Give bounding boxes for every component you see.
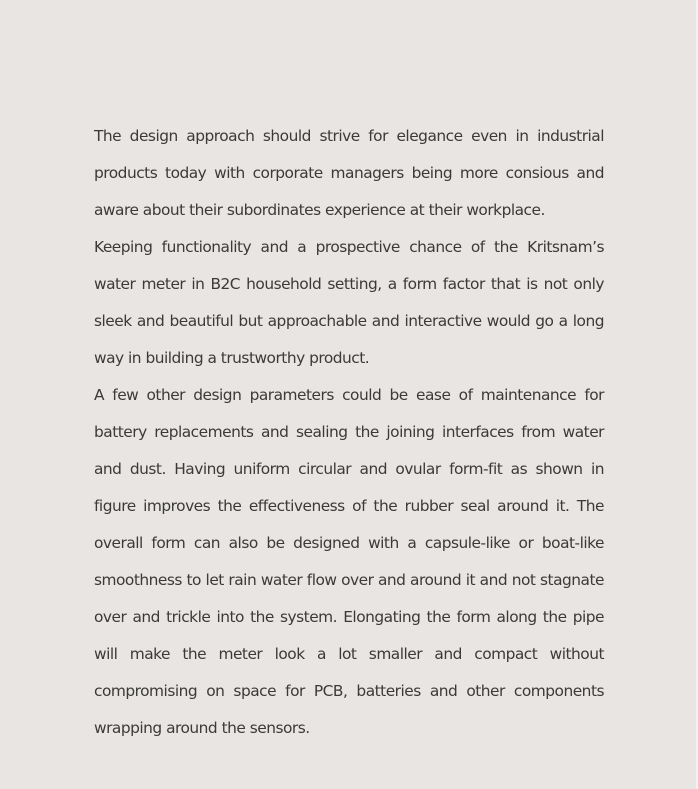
paragraph-1: The design approach should strive for elegance even in industrial products today with corporate managers being more consious and aware about their subordinates experience at their workplace. — [94, 127, 604, 219]
body-text — [94, 118, 604, 747]
paragraph-2: Keeping functionality and a prospective chance of the Kritsnam’s water meter in B2C household setting, a form factor that is not only sleek and beautiful but approachable and interactive would go a long way in building a trustworthy product. — [94, 238, 604, 367]
paragraph-3: A few other design parameters could be ease of maintenance for battery replacements and sealing the joining interfaces from water and dust. Having uniform circular and ovular form-fit as shown in figure improves the effectiveness of the rubber seal around it. The overall form can also be designed with a capsule-like or boat-like smoothness to let rain water flow over and around it and not stagnate over and trickle into the system. Elongating the form along the pipe will make the meter look a lot smaller and compact without compromising on space for PCB, batteries and other components wrapping around the sensors. — [94, 386, 604, 737]
